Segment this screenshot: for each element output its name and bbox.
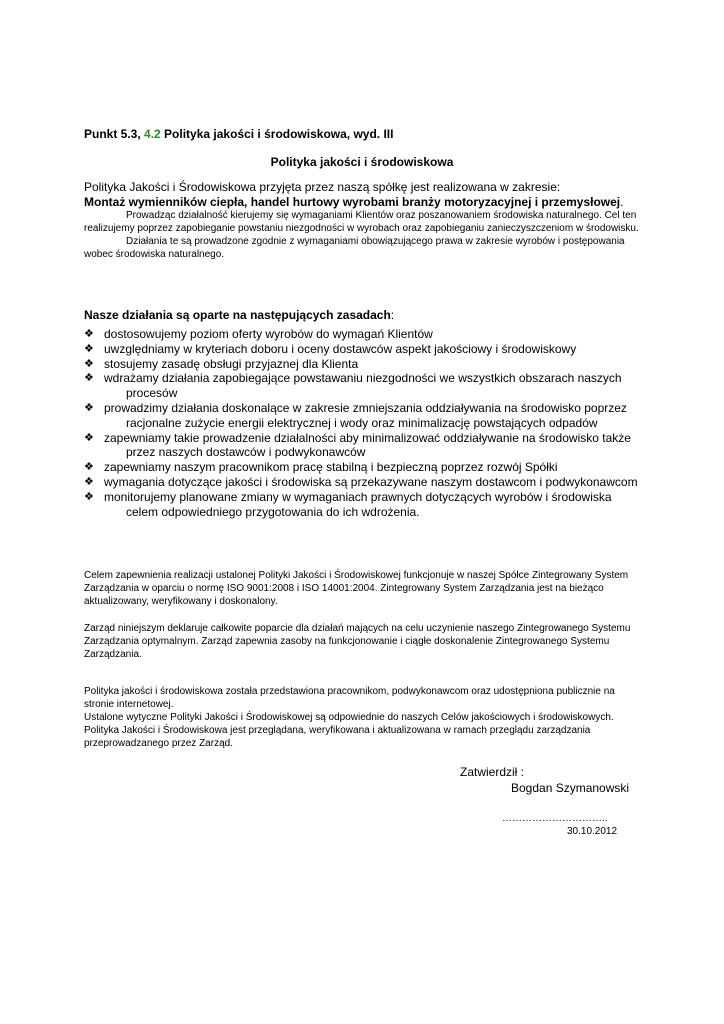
approver-name: Bogdan Szymanowski (511, 781, 630, 795)
list-item-text: monitorujemy planowane zmiany w wymaganiach prawnych dotyczących wyrobów i środowiska celem odpowiedniego przygotowania do ich wdrożenia. (104, 489, 612, 519)
intro-section (84, 180, 644, 261)
closing-section (84, 685, 644, 750)
board-paragraph: Zarząd niniejszym deklaruje całkowite poparcie dla działań mających na celu uczynienie naszego Zintegrowanego Systemu Zarządzania optymalnym. Zarząd zapewnia zasoby na funkcjonowanie i ciągłe doskonalenie Zintegrowanego Systemu Zarządzania. (84, 623, 631, 660)
system-paragraph: Celem zapewnienia realizacji ustalonej Polityki Jakości i Środowiskowej funkcjonuje w naszej Spółce Zintegrowany System Zarządzania w oparciu o normę ISO 9001:2008 i ISO 14001:2004. Zintegrowany System Zarządzania jest na bieżąco aktualizowany, weryfikowany i doskonalony. (84, 570, 629, 607)
principles-list (84, 327, 644, 519)
principles-heading-text: Nasze działania są oparte na następujących zasadach (84, 308, 391, 322)
diamond-bullet-icon: ❖ (84, 475, 94, 488)
list-item-text: dostosowujemy poziom oferty wyrobów do wymagań Klientów (104, 327, 433, 341)
diamond-bullet-icon: ❖ (84, 357, 94, 370)
intro-paragraph-2: Działania te są prowadzone zgodnie z wymaganiami obowiązującego prawa w zakresie wyrobów i postępowania wobec środowiska naturalnego. (84, 236, 625, 260)
list-item (84, 475, 644, 490)
diamond-bullet-icon: ❖ (84, 431, 94, 444)
signature-line: ………………………….. (502, 813, 608, 824)
list-item-text: wymagania dotyczące jakości i środowiska są przekazywane naszym dostawcom i podwykonawcom (104, 474, 638, 489)
list-item (84, 342, 644, 357)
list-item (84, 371, 644, 401)
list-item (84, 357, 644, 372)
scope-statement (84, 195, 644, 210)
list-item-text: zapewniamy takie prowadzenie działalności aby minimalizować oddziaływanie na środowisko także przez naszych dostawców i podwykonawców (104, 430, 631, 460)
diamond-bullet-icon: ❖ (84, 342, 94, 355)
list-item (84, 431, 644, 461)
document-header (84, 127, 393, 141)
diamond-bullet-icon: ❖ (84, 372, 94, 385)
list-item (84, 460, 644, 475)
header-prefix: Punkt 5.3, (84, 127, 145, 141)
list-item-text: stosujemy zasadę obsługi przyjaznej dla Klienta (104, 356, 359, 371)
list-item-text: uwzględniamy w kryteriach doboru i oceny dostawców aspekt jakościowy i środowiskowy (104, 341, 577, 356)
intro-paragraph-1: Prowadząc działalność kierujemy się wymaganiami Klientów oraz poszanowaniem środowiska naturalnego. Cel ten realizujemy poprzez zapobieganie powstaniu niezgodności w wyrobach oraz zapobieganiu zanieczyszczeniom w środowisku. (84, 210, 639, 234)
list-item (84, 327, 644, 342)
header-point-number: 4.2 (144, 127, 161, 141)
diamond-bullet-icon: ❖ (84, 328, 94, 340)
approved-label: Zatwierdził : (460, 765, 525, 779)
list-item-text: prowadzimy działania doskonalące w zakresie zmniejszania oddziaływania na środowisko poprzez racjonalne zużycie energii elektrycznej i wody oraz minimalizację powstających odpadów (104, 400, 627, 430)
diamond-bullet-icon: ❖ (84, 490, 94, 503)
principles-heading (84, 308, 394, 322)
list-item-text: wdrażamy działania zapobiegające powstawaniu niezgodności we wszystkich obszarach naszych procesów (104, 371, 622, 401)
scope-text: Montaż wymienników ciepła, handel hurtowy wyrobami branży motoryzacyjnej i przemysłowej (84, 194, 621, 209)
list-item (84, 490, 644, 520)
scope-period: . (620, 194, 624, 209)
closing-paragraph-3: Polityka Jakości i Środowiskowa jest przeglądana, weryfikowana i aktualizowana w ramach przeglądu zarządzania przeprowadzanego przez Zarząd. (84, 725, 591, 749)
intro-line: Polityka Jakości i Środowiskowa przyjęta przez naszą spółkę jest realizowana w zakresie: (84, 180, 561, 194)
header-title: Polityka jakości i środowiskowa, wyd. III (160, 127, 394, 141)
closing-paragraph-2: Ustalone wytyczne Polityki Jakości i Środowiskowej są odpowiednie do naszych Celów jakościowych i środowiskowych. (84, 712, 614, 723)
diamond-bullet-icon: ❖ (84, 461, 94, 474)
diamond-bullet-icon: ❖ (84, 401, 94, 414)
list-item (84, 401, 644, 431)
list-item-text: zapewniamy naszym pracownikom pracę stabilną i bezpieczną poprzez rozwój Spółki (104, 460, 558, 475)
closing-paragraph-1: Polityka jakości i środowiskowa została przedstawiona pracownikom, podwykonawcom oraz udostępniona publicznie na stronie internetowej. (84, 686, 615, 710)
signature-date: 30.10.2012 (567, 826, 618, 837)
principles-heading-colon: : (390, 308, 395, 322)
document-title: Polityka jakości i środowiskowa (270, 155, 454, 169)
